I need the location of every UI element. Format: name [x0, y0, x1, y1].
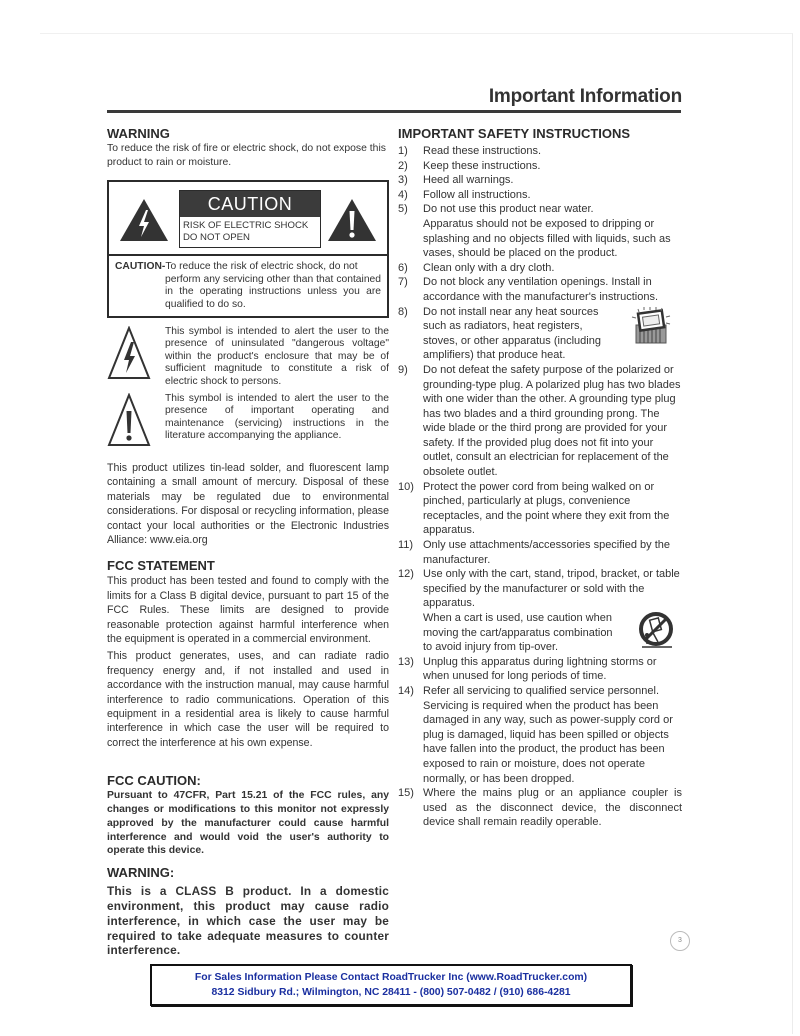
sales-contact-footer — [150, 964, 632, 1006]
item-text: moving the cart/apparatus combination — [423, 626, 613, 639]
list-item — [398, 538, 682, 567]
item-number: 15) — [398, 787, 414, 800]
item-number: 14) — [398, 684, 414, 697]
caution-box — [107, 180, 389, 317]
caution-lead: CAUTION- — [115, 261, 166, 273]
caution-box-top — [109, 182, 387, 256]
caution-label-line: DO NOT OPEN — [183, 232, 250, 244]
safety-instructions-list — [398, 144, 682, 830]
list-item — [398, 655, 682, 684]
page-title: Important Information — [488, 86, 682, 107]
caution-label — [179, 190, 321, 248]
footer-line1: For Sales Information Please Contact RoadTrucker Inc (www.RoadTrucker.com) — [194, 972, 588, 983]
item-extra-text: Apparatus should not be exposed to dripping or splashing and no objects filled with liquids, such as vases, should be placed on the product. — [423, 217, 671, 260]
list-item — [398, 305, 682, 363]
item-text: Do not block any ventilation openings. Install in accordance with the manufacturer's instructions. — [423, 276, 659, 303]
list-item — [398, 202, 682, 260]
symbol-text: This symbol is intended to alert the user to the presence of uninsulated "dangerous voltage" within the product's enclosure that may be of sufficient magnitude to constitute a risk of electric shock to persons. — [165, 325, 389, 387]
caution-label-head: CAUTION — [180, 191, 320, 217]
fcc-statement-p1: This product has been tested and found to comply with the limits for a Class B digital device, pursuant to part 15 of the FCC Rules. These limits are designed to provide reasonable protection against harmful interference when the equipment is operated in a commercial environment. — [107, 575, 389, 645]
list-item — [398, 144, 682, 159]
item-text: Follow all instructions. — [423, 188, 531, 201]
page-number: 3 — [670, 931, 690, 951]
list-item — [398, 567, 682, 655]
item-number: 7) — [398, 276, 408, 289]
item-number: 8) — [398, 305, 408, 318]
item-text: stoves, or other apparatus (including — [423, 334, 601, 347]
caution-label-body — [180, 217, 320, 247]
item-text: Use only with the cart, stand, tripod, bracket, or table specified by the manufacturer or sold with the apparatus. — [423, 568, 680, 610]
footer-line2: 8312 Sidbury Rd.; Wilmington, NC 28411 - (800) 507-0482 / (910) 686-4281 — [211, 987, 571, 998]
item-number: 10) — [398, 480, 414, 493]
item-text: Do not use this product near water. — [423, 203, 594, 216]
list-item — [398, 173, 682, 188]
exclamation-triangle-outline-icon — [107, 393, 151, 447]
warning-text: To reduce the risk of fire or electric shock, do not expose this product to rain or moisture. — [107, 143, 386, 168]
item-text: Unplug this apparatus during lightning storms or when unused for long periods of time. — [423, 655, 657, 683]
item-text: such as radiators, heat registers, — [423, 320, 583, 333]
item-text: When a cart is used, use caution when — [423, 612, 612, 624]
list-item — [398, 684, 682, 786]
heater-icon — [630, 307, 672, 345]
item-text: Do not install near any heat sources — [423, 305, 599, 318]
list-item — [398, 261, 682, 276]
cart-tipover-icon — [638, 611, 674, 651]
item-number: 5) — [398, 203, 408, 216]
warning2-heading: WARNING: — [107, 865, 175, 881]
item-number: 2) — [398, 159, 408, 172]
caution-label-line: RISK OF ELECTRIC SHOCK — [183, 220, 309, 232]
lightning-triangle-icon — [119, 198, 169, 242]
safety-instructions-heading: IMPORTANT SAFETY INSTRUCTIONS — [398, 126, 631, 141]
symbol-explanation-lightning — [107, 326, 389, 389]
item-text: Refer all servicing to qualified service personnel. Servicing is required when the product has been damaged in any way, such as power-supply cord or plug is damaged, liquid has been spilled or objects have fallen into the product, the product has been exposed to rain or moisture, does not operate normally, or has been dropped. — [423, 684, 673, 785]
item-number: 4) — [398, 188, 408, 201]
item-text: Keep these instructions. — [423, 159, 541, 172]
list-item — [398, 480, 682, 538]
list-item — [398, 159, 682, 174]
item-text: amplifiers) that produce heat. — [423, 349, 566, 362]
fcc-statement-heading: FCC STATEMENT — [107, 558, 215, 574]
caution-line1: To reduce the risk of electric shock, do not — [165, 261, 358, 273]
item-number: 12) — [398, 568, 414, 581]
list-item — [398, 275, 682, 304]
item-text: to avoid injury from tip-over. — [423, 641, 559, 654]
item-number: 6) — [398, 261, 408, 274]
item-number: 11) — [398, 539, 414, 552]
item-number: 1) — [398, 145, 408, 157]
item-text: Protect the power cord from being walked on or pinched, particularly at plugs, convenience receptacles, and the point where they exit from the apparatus. — [423, 480, 670, 537]
disposal-text: This product utilizes tin-lead solder, and fluorescent lamp containing a small amount of mercury. Disposal of these materials may be regulated due to environmental considerations. For disposal or recycling information, please contact your local authorities or the Electronic Industries Alliance: www.eia.org — [107, 461, 389, 546]
list-item — [398, 188, 682, 203]
item-text: Read these instructions. — [423, 145, 542, 157]
caution-rest: perform any servicing other than that contained in the operating instructions unless you are qualified to do so. — [165, 273, 381, 310]
symbol-text: This symbol is intended to alert the user to the presence of important operating and maintenance (servicing) instructions in the literature accompanying the appliance. — [165, 392, 389, 442]
lightning-triangle-outline-icon — [107, 326, 151, 380]
item-text: Do not defeat the safety purpose of the polarized or grounding-type plug. A polarized plug has two blades with one wider than the other. A grounding type plug has two blades and a third grounding prong. The wide blade or the third prong are provided for your safety. If the provided plug does not fit into your outlet, consult an electrician for replacement of the obsolete outlet. — [423, 363, 681, 479]
item-text: Clean only with a dry cloth. — [423, 261, 555, 274]
item-number: 13) — [398, 655, 414, 668]
header-rule — [107, 110, 681, 113]
right-column — [398, 125, 682, 830]
warning-heading: WARNING — [107, 126, 170, 141]
symbol-explanation-exclamation — [107, 393, 389, 451]
fcc-caution-text: Pursuant to 47CFR, Part 15.21 of the FCC rules, any changes or modifications to this monitor not expressly approved by the manufacturer could cause harmful interference and would void the user's authority to operate this device. — [107, 790, 389, 857]
caution-box-text — [109, 256, 387, 315]
item-text: Only use attachments/accessories specified by the manufacturer. — [423, 539, 671, 566]
warning2-text: This is a CLASS B product. In a domestic environment, this product may cause radio interference, in which case the user may be required to take adequate measures to counter interference. — [107, 884, 389, 958]
item-text: Where the mains plug or an appliance coupler is used as the disconnect device, the disconnect device shall remain readily operable. — [423, 787, 682, 829]
exclamation-triangle-icon — [327, 198, 377, 242]
item-number: 9) — [398, 363, 408, 376]
item-number: 3) — [398, 174, 408, 187]
left-column — [107, 125, 389, 958]
fcc-statement-p2: This product generates, uses, and can radiate radio frequency energy and, if not installed and used in accordance with the instruction manual, may cause harmful interference to radio communications. Operation of this equipment in a residential area is likely to cause harmful interference in which case the user will be required to correct the interference at his own expense. — [107, 650, 389, 749]
list-item — [398, 786, 682, 830]
item-text: Heed all warnings. — [423, 174, 514, 187]
list-item — [398, 363, 682, 480]
fcc-caution-heading: FCC CAUTION: — [107, 773, 201, 789]
